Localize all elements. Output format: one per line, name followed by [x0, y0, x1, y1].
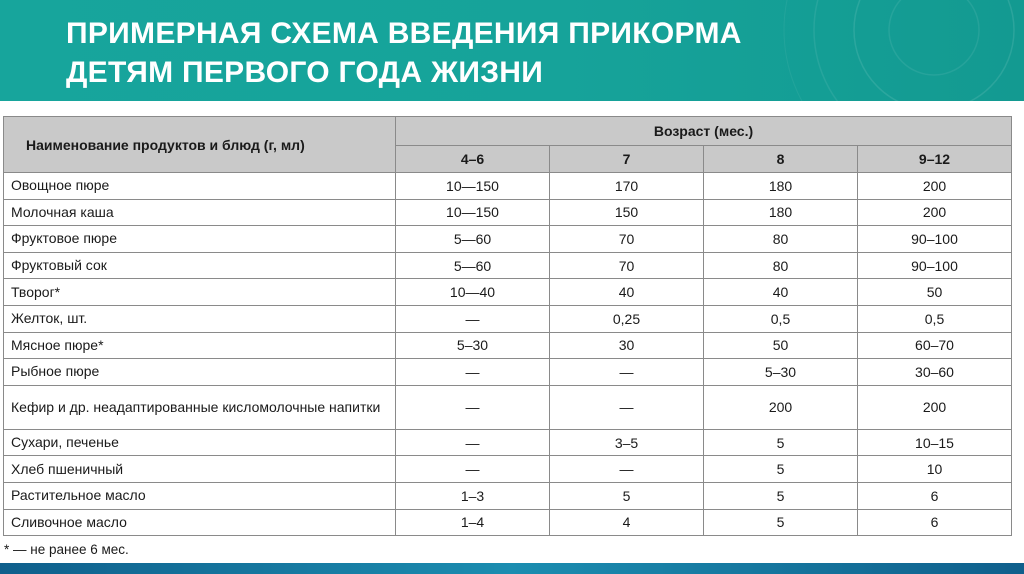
- value-cell: 200: [858, 385, 1012, 429]
- table-row: [4, 252, 1012, 279]
- value-cell: 50: [704, 332, 858, 359]
- slide-header: [0, 0, 1024, 101]
- product-name-cell: Мясное пюре*: [4, 332, 396, 359]
- table-row: [4, 332, 1012, 359]
- table-row: [4, 385, 1012, 429]
- value-cell: 5–30: [396, 332, 550, 359]
- value-cell: —: [396, 456, 550, 483]
- value-cell: 5: [704, 456, 858, 483]
- value-cell: —: [396, 385, 550, 429]
- title-line-2: ДЕТЯМ ПЕРВОГО ГОДА ЖИЗНИ: [66, 56, 544, 89]
- product-name-cell: Растительное масло: [4, 482, 396, 509]
- slide-title: [66, 14, 742, 92]
- title-line-1: ПРИМЕРНАЯ СХЕМА ВВЕДЕНИЯ ПРИКОРМА: [66, 17, 742, 50]
- table-row: [4, 279, 1012, 306]
- value-cell: 6: [858, 509, 1012, 536]
- value-cell: 80: [704, 252, 858, 279]
- value-cell: 0,5: [858, 305, 1012, 332]
- value-cell: 5–30: [704, 359, 858, 386]
- value-cell: 10—40: [396, 279, 550, 306]
- product-name-cell: Сливочное масло: [4, 509, 396, 536]
- value-cell: —: [550, 456, 704, 483]
- product-name-cell: Сухари, печенье: [4, 429, 396, 456]
- value-cell: 70: [550, 226, 704, 253]
- age-column-header: 4–6: [396, 146, 550, 173]
- value-cell: 10–15: [858, 429, 1012, 456]
- feeding-schedule-table-container: [3, 116, 1011, 536]
- value-cell: 5—60: [396, 252, 550, 279]
- table-row: [4, 456, 1012, 483]
- product-name-cell: Фруктовое пюре: [4, 226, 396, 253]
- value-cell: 90–100: [858, 226, 1012, 253]
- product-name-cell: Овощное пюре: [4, 173, 396, 200]
- value-cell: 170: [550, 173, 704, 200]
- value-cell: 60–70: [858, 332, 1012, 359]
- table-row: [4, 482, 1012, 509]
- age-column-header: 9–12: [858, 146, 1012, 173]
- value-cell: —: [550, 385, 704, 429]
- value-cell: 150: [550, 199, 704, 226]
- table-row: [4, 173, 1012, 200]
- value-cell: 180: [704, 173, 858, 200]
- product-name-cell: Хлеб пшеничный: [4, 456, 396, 483]
- table-footnote: * — не ранее 6 мес.: [4, 542, 129, 557]
- value-cell: 0,5: [704, 305, 858, 332]
- product-name-cell: Рыбное пюре: [4, 359, 396, 386]
- value-cell: 200: [858, 199, 1012, 226]
- table-row: [4, 199, 1012, 226]
- value-cell: 4: [550, 509, 704, 536]
- value-cell: —: [396, 429, 550, 456]
- table-row: [4, 429, 1012, 456]
- value-cell: 1–3: [396, 482, 550, 509]
- product-name-cell: Желток, шт.: [4, 305, 396, 332]
- value-cell: 40: [550, 279, 704, 306]
- slide-bottom-bar: [0, 563, 1024, 574]
- value-cell: 5: [704, 429, 858, 456]
- table-row: [4, 305, 1012, 332]
- product-name-cell: Творог*: [4, 279, 396, 306]
- product-name-cell: Фруктовый сок: [4, 252, 396, 279]
- value-cell: 1–4: [396, 509, 550, 536]
- product-name-cell: Кефир и др. неадаптированные кисломолочные напитки: [4, 385, 396, 429]
- value-cell: 10: [858, 456, 1012, 483]
- feeding-schedule-table: [3, 116, 1012, 536]
- value-cell: 5: [704, 509, 858, 536]
- value-cell: 40: [704, 279, 858, 306]
- value-cell: —: [396, 305, 550, 332]
- value-cell: 0,25: [550, 305, 704, 332]
- value-cell: 10—150: [396, 199, 550, 226]
- value-cell: 10—150: [396, 173, 550, 200]
- table-row: [4, 509, 1012, 536]
- table-row: [4, 226, 1012, 253]
- value-cell: 3–5: [550, 429, 704, 456]
- table-body: [4, 173, 1012, 536]
- value-cell: 70: [550, 252, 704, 279]
- value-cell: 180: [704, 199, 858, 226]
- value-cell: 50: [858, 279, 1012, 306]
- value-cell: 200: [858, 173, 1012, 200]
- age-header: Возраст (мес.): [396, 117, 1012, 146]
- value-cell: 5: [704, 482, 858, 509]
- value-cell: 6: [858, 482, 1012, 509]
- value-cell: 80: [704, 226, 858, 253]
- value-cell: 200: [704, 385, 858, 429]
- value-cell: 5: [550, 482, 704, 509]
- age-column-header: 8: [704, 146, 858, 173]
- product-name-cell: Молочная каша: [4, 199, 396, 226]
- table-row: [4, 359, 1012, 386]
- value-cell: —: [550, 359, 704, 386]
- age-column-header: 7: [550, 146, 704, 173]
- value-cell: 30–60: [858, 359, 1012, 386]
- value-cell: —: [396, 359, 550, 386]
- value-cell: 5—60: [396, 226, 550, 253]
- value-cell: 90–100: [858, 252, 1012, 279]
- product-name-header: Наименование продуктов и блюд (г, мл): [4, 117, 396, 173]
- value-cell: 30: [550, 332, 704, 359]
